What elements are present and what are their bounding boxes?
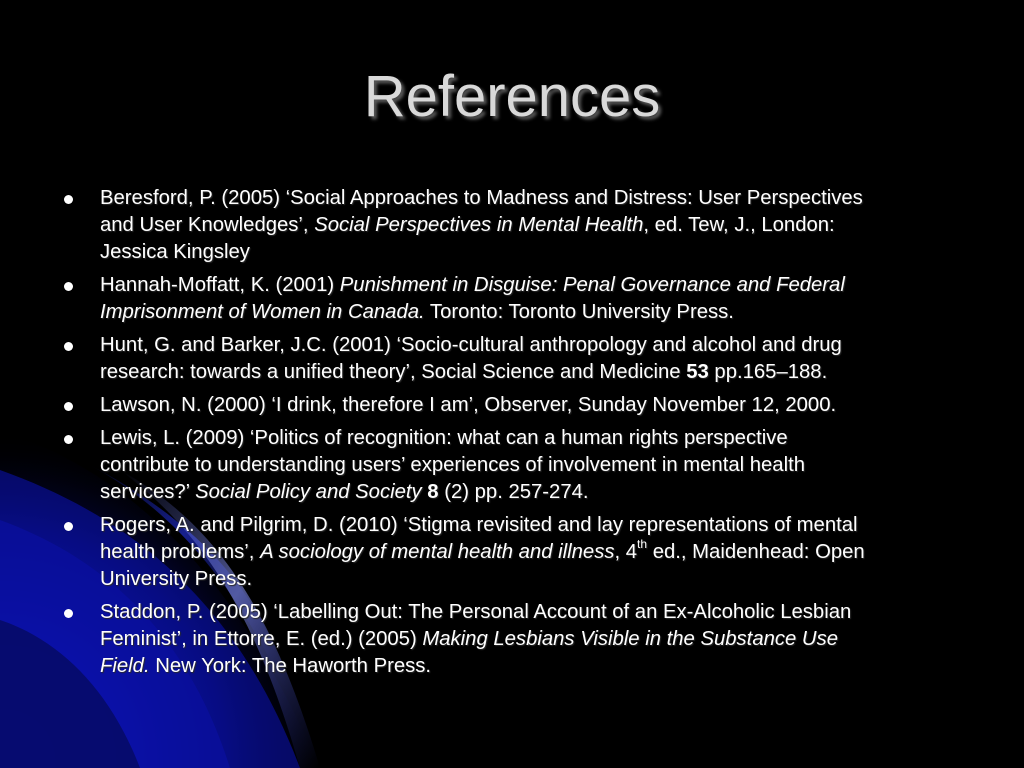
reference-text: ed., Maidenhead: Open [647,541,865,563]
reference-text: research: towards a unified theory’, Social Science and Medicine [100,361,687,383]
bullet-icon [64,195,73,204]
reference-line [100,653,970,680]
reference-text: A sociology of mental health and illness [260,541,615,563]
reference-item [60,599,970,680]
reference-item [60,392,970,419]
bullet-icon [64,435,73,444]
reference-text: New York: The Haworth Press. [149,655,432,677]
reference-text: Hunt, G. and Barker, J.C. (2001) ‘Socio-cultural anthropology and alcohol and drug [100,334,842,356]
slide-title: References [363,64,661,129]
reference-line [100,566,970,593]
reference-line [100,599,970,626]
reference-item [60,425,970,506]
reference-text: Social Perspectives in Mental Health [314,214,644,236]
reference-text: pp.165–188. [708,361,828,383]
reference-text: Imprisonment of Women in Canada. [100,301,425,323]
reference-text: th [637,537,648,552]
reference-text: Feminist’, in Ettorre, E. (ed.) (2005) [100,628,423,650]
reference-text: Hannah-Moffatt, K. (2001) [100,274,340,296]
reference-text: Rogers, A. and Pilgrim, D. (2010) ‘Stigma revisited and lay representations of mental [100,514,858,536]
bullet-icon [64,402,73,411]
reference-line [100,452,970,479]
bullet-icon [64,522,73,531]
reference-line [100,539,970,566]
reference-text: Toronto: Toronto University Press. [424,301,734,323]
bullet-icon [64,609,73,618]
reference-item [60,332,970,386]
reference-text: University Press. [100,568,253,590]
bullet-icon [64,282,73,291]
reference-text: Field. [100,655,150,677]
reference-list [60,185,970,686]
reference-line [100,425,970,452]
reference-text: Beresford, P. (2005) ‘Social Approaches to Madness and Distress: User Perspectives [100,187,863,209]
reference-text: Punishment in Disguise: Penal Governance and Federal [339,274,845,296]
reference-text: Lewis, L. (2009) ‘Politics of recognition: what can a human rights perspective [100,427,788,449]
reference-text: Lawson, N. (2000) ‘I drink, therefore I am’, Observer, Sunday November 12, 2000. [100,394,837,416]
reference-text: services?’ [100,481,196,503]
reference-text: , ed. Tew, J., London: [643,214,835,236]
reference-line [100,185,970,212]
reference-line [100,239,970,266]
reference-line [100,332,970,359]
reference-text: Social Policy and Society [195,481,422,503]
reference-line [100,626,970,653]
reference-line [100,212,970,239]
reference-text: 53 [686,361,709,383]
reference-line [100,479,970,506]
bullet-icon [64,342,73,351]
reference-item [60,185,970,266]
reference-text: 8 [427,481,439,503]
reference-item [60,272,970,326]
reference-text: Making Lesbians Visible in the Substance Use [422,628,838,650]
reference-text: contribute to understanding users’ experiences of involvement in mental health [100,454,806,476]
reference-text: health problems’, [100,541,261,563]
reference-line [100,299,970,326]
reference-text: , 4 [614,541,638,563]
reference-line [100,512,970,539]
reference-text: Jessica Kingsley [100,241,250,263]
reference-line [100,392,970,419]
reference-item [60,512,970,593]
reference-text: Staddon, P. (2005) ‘Labelling Out: The Personal Account of an Ex-Alcoholic Lesbian [100,601,852,623]
reference-line [100,359,970,386]
reference-line [100,272,970,299]
reference-text: and User Knowledges’, [100,214,315,236]
reference-text: (2) pp. 257-274. [438,481,589,503]
